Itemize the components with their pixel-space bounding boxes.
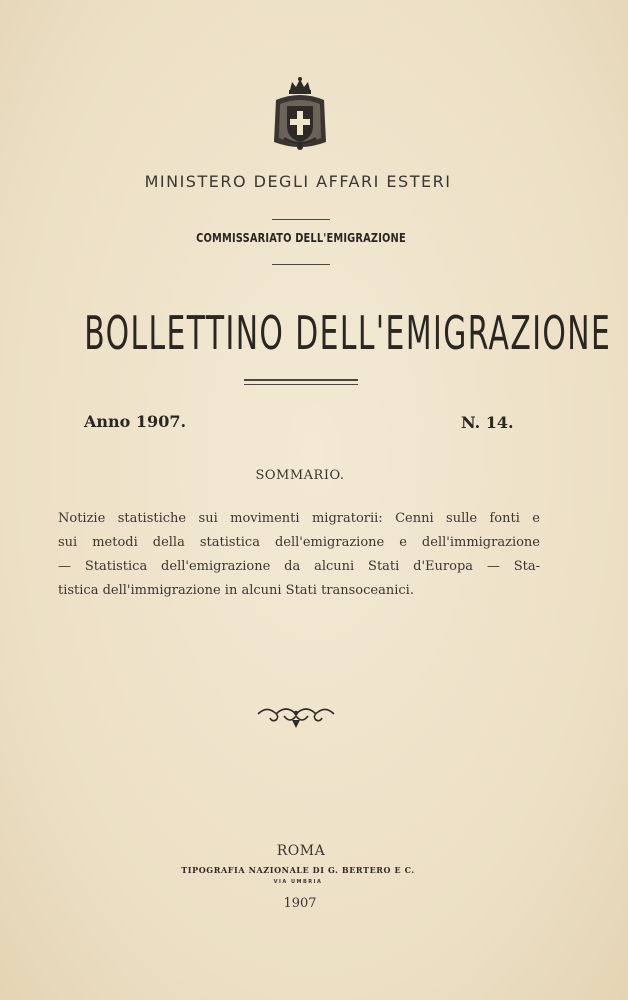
double-rule-lower — [244, 384, 358, 385]
printer-street: VIA UMBRIA — [273, 879, 323, 885]
divider-bottom — [272, 264, 330, 265]
divider-top — [272, 219, 330, 220]
summary-line: sui metodi della statistica dell'emigrazione e dell'immigrazione — [58, 535, 540, 550]
summary-text — [58, 507, 540, 603]
ministry-name: MINISTERO DEGLI AFFARI ESTERI — [144, 172, 452, 191]
summary-heading: SOMMARIO. — [255, 468, 345, 483]
scroll-ornament-icon — [254, 700, 338, 730]
issue-number: N. 14. — [461, 413, 514, 432]
commissariato-name: COMMISSARIATO DELL'EMIGRAZIONE — [196, 231, 406, 245]
summary-line: Notizie statistiche sui movimenti migratorii: Cenni sulle fonti e — [58, 511, 540, 526]
page-title: BOLLETTINO DELL'EMIGRAZIONE — [84, 306, 612, 360]
printer-name: TIPOGRAFIA NAZIONALE DI G. BERTERO E C. — [181, 865, 415, 875]
summary-line: — Statistica dell'emigrazione da alcuni Stati d'Europa — Sta- — [58, 559, 540, 574]
royal-coat-of-arms-icon — [268, 76, 332, 152]
publication-year: 1907 — [283, 896, 317, 911]
summary-line: tistica dell'immigrazione in alcuni Stati transoceanici. — [58, 583, 414, 598]
double-rule-upper — [244, 379, 358, 381]
publication-city: ROMA — [276, 843, 326, 859]
issue-year: Anno 1907. — [84, 412, 187, 431]
